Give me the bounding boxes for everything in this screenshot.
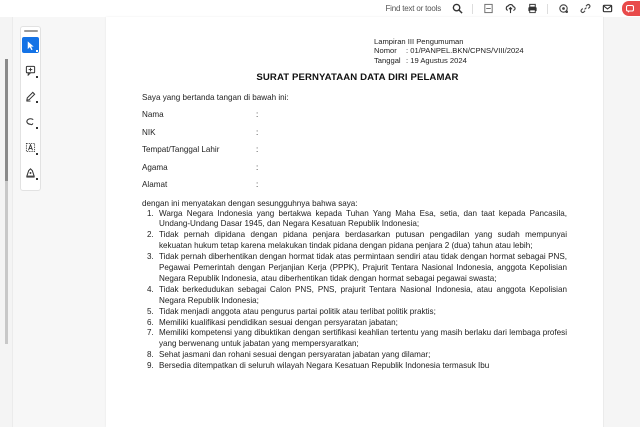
print-icon[interactable] [525,2,539,16]
list-item [147,209,567,231]
tanggal-value: : 19 Agustus 2024 [406,55,467,65]
item-number: 7. [147,328,154,338]
field-colon: : [256,127,259,137]
ai-assistant-icon[interactable] [556,2,570,16]
draw-tool-button[interactable] [22,88,39,105]
list-item [147,318,567,329]
document-title: SURAT PERNYATAAN DATA DIRI PELAMAR [256,72,459,83]
submenu-indicator-icon [36,101,38,103]
item-text: Tidak pernah dipidana dengan pidana penjara berdasarkan putusan pengadilan yang sudah mempunyai kekuatan hukum tetap karena melakukan tindak pidana dengan pidana penjara 2 (dua) tahun atau lebih; [159,230,567,251]
item-number: 8. [147,350,154,360]
nomor-row [374,46,524,55]
cursor-icon [25,40,36,51]
item-number: 4. [147,284,154,294]
submenu-indicator-icon [36,76,38,78]
item-text: Memiliki kualifikasi pendidikan sesuai dengan persyaratan jabatan; [159,317,398,327]
item-number: 2. [147,230,154,240]
email-icon[interactable] [600,2,614,16]
field-label: Tempat/Tanggal Lahir [142,145,220,154]
nomor-value: : 01/PANPEL.BKN/CPNS/VIII/2024 [406,46,524,56]
list-item [147,252,567,285]
right-margin [603,17,640,427]
signature-icon [25,167,36,178]
add-comment-tool-button[interactable] [22,62,39,79]
item-text: Tidak berkedudukan sebagai Calon PNS, PNS, prajurit Tentara Nasional Indonesia, atau anggota Kepolisian Negara Republik Indonesia; [159,284,567,305]
field-colon: : [256,180,259,189]
item-number: 6. [147,317,154,327]
field-tempat-tanggal-lahir [142,144,582,162]
comment-icon [25,65,36,76]
field-alamat [142,179,582,197]
field-label: Alamat [142,180,168,189]
toolbar-actions [385,0,640,17]
list-item [147,328,567,350]
toolbar-divider [472,4,473,14]
top-toolbar [0,0,640,17]
lasso-tool-button[interactable] [22,113,39,130]
attachment-header [374,37,524,65]
item-number: 9. [147,361,154,371]
field-nik [142,127,582,145]
page-view-icon[interactable] [481,2,495,16]
select-tool-button[interactable] [22,37,39,54]
pencil-icon [25,91,36,102]
field-colon: : [256,162,259,172]
field-label: Agama [142,162,168,172]
find-text-input[interactable]: Find text or tools [385,4,441,13]
field-nama [142,109,582,127]
link-icon[interactable] [578,2,592,16]
field-agama [142,162,582,180]
nomor-label: Nomor [374,46,397,56]
statement-text: dengan ini menyatakan dengan sesungguhnya bahwa saya: [142,198,358,208]
item-text: Warga Negara Indonesia yang bertakwa kepada Tuhan Yang Maha Esa, setia, dan taat kepada Pancasila, Undang-Undang Dasar 1945, dan Negara Kesatuan Republik Indonesia; [159,208,567,229]
lasso-icon [25,116,36,127]
list-item [147,350,567,361]
vertical-scrollbar-thumb[interactable] [5,59,8,181]
declaration-list [147,209,567,373]
submenu-indicator-icon [36,50,38,52]
list-item [147,361,567,372]
tools-panel [20,26,41,191]
list-item [147,230,567,252]
intro-text: Saya yang bertanda tangan di bawah ini: [142,93,289,102]
list-item [147,285,567,307]
field-colon: : [256,110,259,119]
field-label: NIK [142,127,156,137]
field-colon: : [256,145,259,154]
upload-cloud-icon[interactable] [503,2,517,16]
list-item [147,307,567,318]
pdf-page [106,17,603,427]
search-icon[interactable] [450,2,464,16]
text-box-icon [25,142,36,153]
item-number: 1. [147,208,154,218]
item-text: Tidak pernah diberhentikan dengan hormat tidak atas permintaan sendiri atau tidak dengan hormat sebagai PNS, Pegawai Pemerintah dengan Perjanjian Kerja (PPPK), Prajurit Tentara Nasional Indonesia, anggota Kepolisian Negara Republik Indonesia, atau diberhentikan tidak dengan hormat sebagai pegawai swasta; [159,252,567,283]
document-viewer [0,17,640,427]
item-text: Sehat jasmani dan rohani sesuai dengan persyaratan jabatan yang dilamar; [159,350,431,360]
toolbar-divider [547,4,548,14]
item-text: Memiliki kompetensi yang dibuktikan dengan sertifikasi keahlian tertentu yang masih berlaku dari lembaga profesi yang berwenang untuk jabatan yang mempersyaratkan; [159,328,567,349]
text-box-tool-button[interactable] [22,139,39,156]
field-label: Nama [142,110,164,119]
item-number: 5. [147,306,154,316]
submenu-indicator-icon [36,127,38,129]
document-body [142,92,582,372]
drag-handle[interactable] [24,30,38,32]
tanggal-row [374,56,524,65]
submenu-indicator-icon [36,153,38,155]
sign-tool-button[interactable] [22,165,39,182]
ai-chat-button[interactable] [622,1,640,16]
item-text: Tidak menjadi anggota atau pengurus partai politik atau terlibat politik praktis; [159,306,436,316]
item-text: Bersedia ditempatkan di seluruh wilayah Negara Kesatuan Republik Indonesia termasuk Ibu [159,361,490,371]
attachment-line: Lampiran III Pengumuman [374,37,464,46]
ai-chat-icon [626,5,634,13]
tanggal-label: Tanggal [374,55,401,65]
item-number: 3. [147,252,154,262]
submenu-indicator-icon [36,178,38,180]
